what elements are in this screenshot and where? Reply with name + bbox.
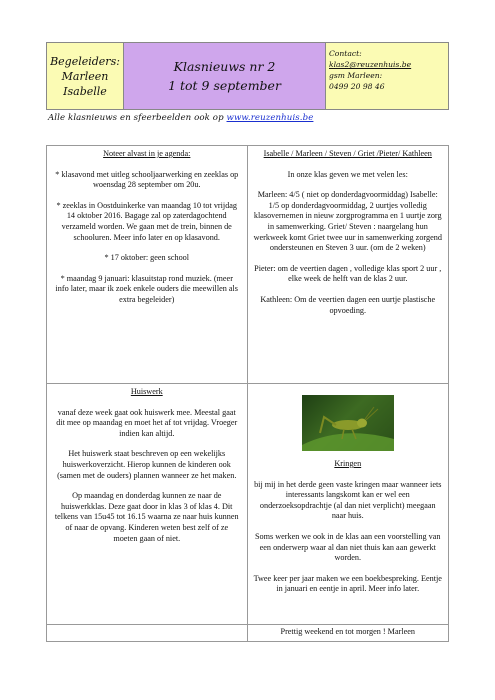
agenda-item: * zeeklas in Oostduinkerke van maandag 10 tot vrijdag 14 oktober 2016. Bagage zal op zaterdagochtend verzameld worden. We gaan met de trein, binnen de schooluren. Meer info later en op klasavond.	[56, 200, 238, 242]
newsletter-header	[46, 42, 449, 110]
teacher-name-2: Isabelle	[63, 84, 107, 98]
huiswerk-cell	[47, 384, 248, 624]
teacher-name-1: Marleen	[61, 69, 109, 83]
newsletter-title: Klasnieuws nr 2	[173, 59, 276, 74]
agenda-heading: Noteer alvast in je agenda:	[103, 149, 191, 158]
website-link[interactable]: www.reuzenhuis.be	[226, 113, 314, 123]
team-paragraph: In onze klas geven we met velen les:	[287, 169, 408, 179]
team-cell	[248, 146, 449, 383]
team-paragraph: Pieter: om de veertien dagen , volledige klas sport 2 uur , elke week de helft van de klas 2 uur.	[254, 263, 442, 284]
agenda-cell	[47, 146, 248, 383]
kringen-paragraph: bij mij in het derde geen vaste kringen maar wanneer iets interessants langskomt kan er wel een onderzoeksopdrachtje (al dan niet verplicht) meegaan naar huis.	[254, 479, 442, 521]
tagline-text: Alle klasnieuws en sfeerbeelden ook op	[48, 113, 227, 123]
kringen-heading: Kringen	[334, 459, 362, 468]
contact-label: Contact:	[329, 49, 362, 58]
grasshopper-photo	[302, 395, 394, 451]
kringen-cell	[248, 384, 449, 624]
title-box	[124, 43, 326, 109]
teachers-label: Begeleiders:	[50, 54, 120, 68]
content-table	[46, 145, 449, 642]
closing-message: Prettig weekend en tot morgen ! Marleen	[280, 627, 415, 636]
empty-cell	[47, 625, 248, 641]
agenda-item: * 17 oktober: geen school	[104, 253, 190, 263]
table-row	[47, 384, 448, 625]
agenda-item: * maandag 9 januari: klasuitstap rond muziek. (meer info later, maar ik zoek enkele ouders die meewillen als extra begeleider)	[55, 273, 238, 304]
kringen-paragraph: Twee keer per jaar maken we een boekbespreking. Eentje in januari en eentje in april. Meer info later.	[253, 573, 442, 594]
contact-name: gsm Marleen:	[329, 71, 383, 80]
contact-phone: 0499 20 98 46	[329, 82, 385, 91]
newsletter-date: 1 tot 9 september	[168, 78, 281, 93]
teachers-box	[47, 43, 124, 109]
table-row	[47, 146, 448, 384]
kringen-paragraph: Soms werken we ook in de klas aan een voorstelling van een onderwerp waar al dan niet thuis kan aan gewerkt worden.	[254, 531, 441, 563]
huiswerk-paragraph: vanaf deze week gaat ook huiswerk mee. Meestal gaat dit mee op maandag en moet het af tot vrijdag. Vroeger indien kan altijd.	[56, 407, 238, 438]
tagline	[48, 113, 313, 123]
huiswerk-paragraph: Het huiswerk staat beschreven op een wekelijks huiswerkoverzicht. Hierop kunnen de kinderen ook (samen met de ouders) plannen wanneer ze het maken.	[57, 449, 237, 480]
team-paragraph: Kathleen: Om de veertien dagen een uurtje plastische opvoeding.	[260, 294, 436, 315]
team-paragraph: Marleen: 4/5 ( niet op donderdagvoormiddag) Isabelle: 1/5 op donderdagvoormiddag, 2 uurtjes volledig klasovernemen in nieuw zorgprogramma en 1 uurtje zorg in samenwerking. Griet/ Steven : naargelang hun werkweek komt Griet twee uur in samenwerking zorgend ondersteunen en Steven 3 uur. (om de 2 weken)	[253, 190, 442, 253]
team-heading: Isabelle / Marleen / Steven / Griet /Pieter/ Kathleen	[263, 149, 432, 158]
grasshopper-icon	[302, 395, 394, 451]
huiswerk-paragraph: Op maandag en donderdag kunnen ze naar de huiswerkklas. Deze gaat door in klas 3 of klas 4. Dit telkens van 15u45 tot 16.15 waarna ze naar huis kunnen of naar de opvang. Kinderen weten best zelf of ze moeten gaan of niet.	[54, 491, 239, 543]
huiswerk-heading: Huiswerk	[130, 387, 163, 396]
footer-cell	[248, 625, 449, 641]
agenda-item: * klasavond met uitleg schooljaarwerking en zeeklas op woensdag 28 september om 20u.	[55, 169, 239, 190]
table-row	[47, 625, 448, 641]
contact-box	[326, 43, 448, 109]
contact-email[interactable]: klas2@reuzenhuis.be	[329, 60, 412, 69]
